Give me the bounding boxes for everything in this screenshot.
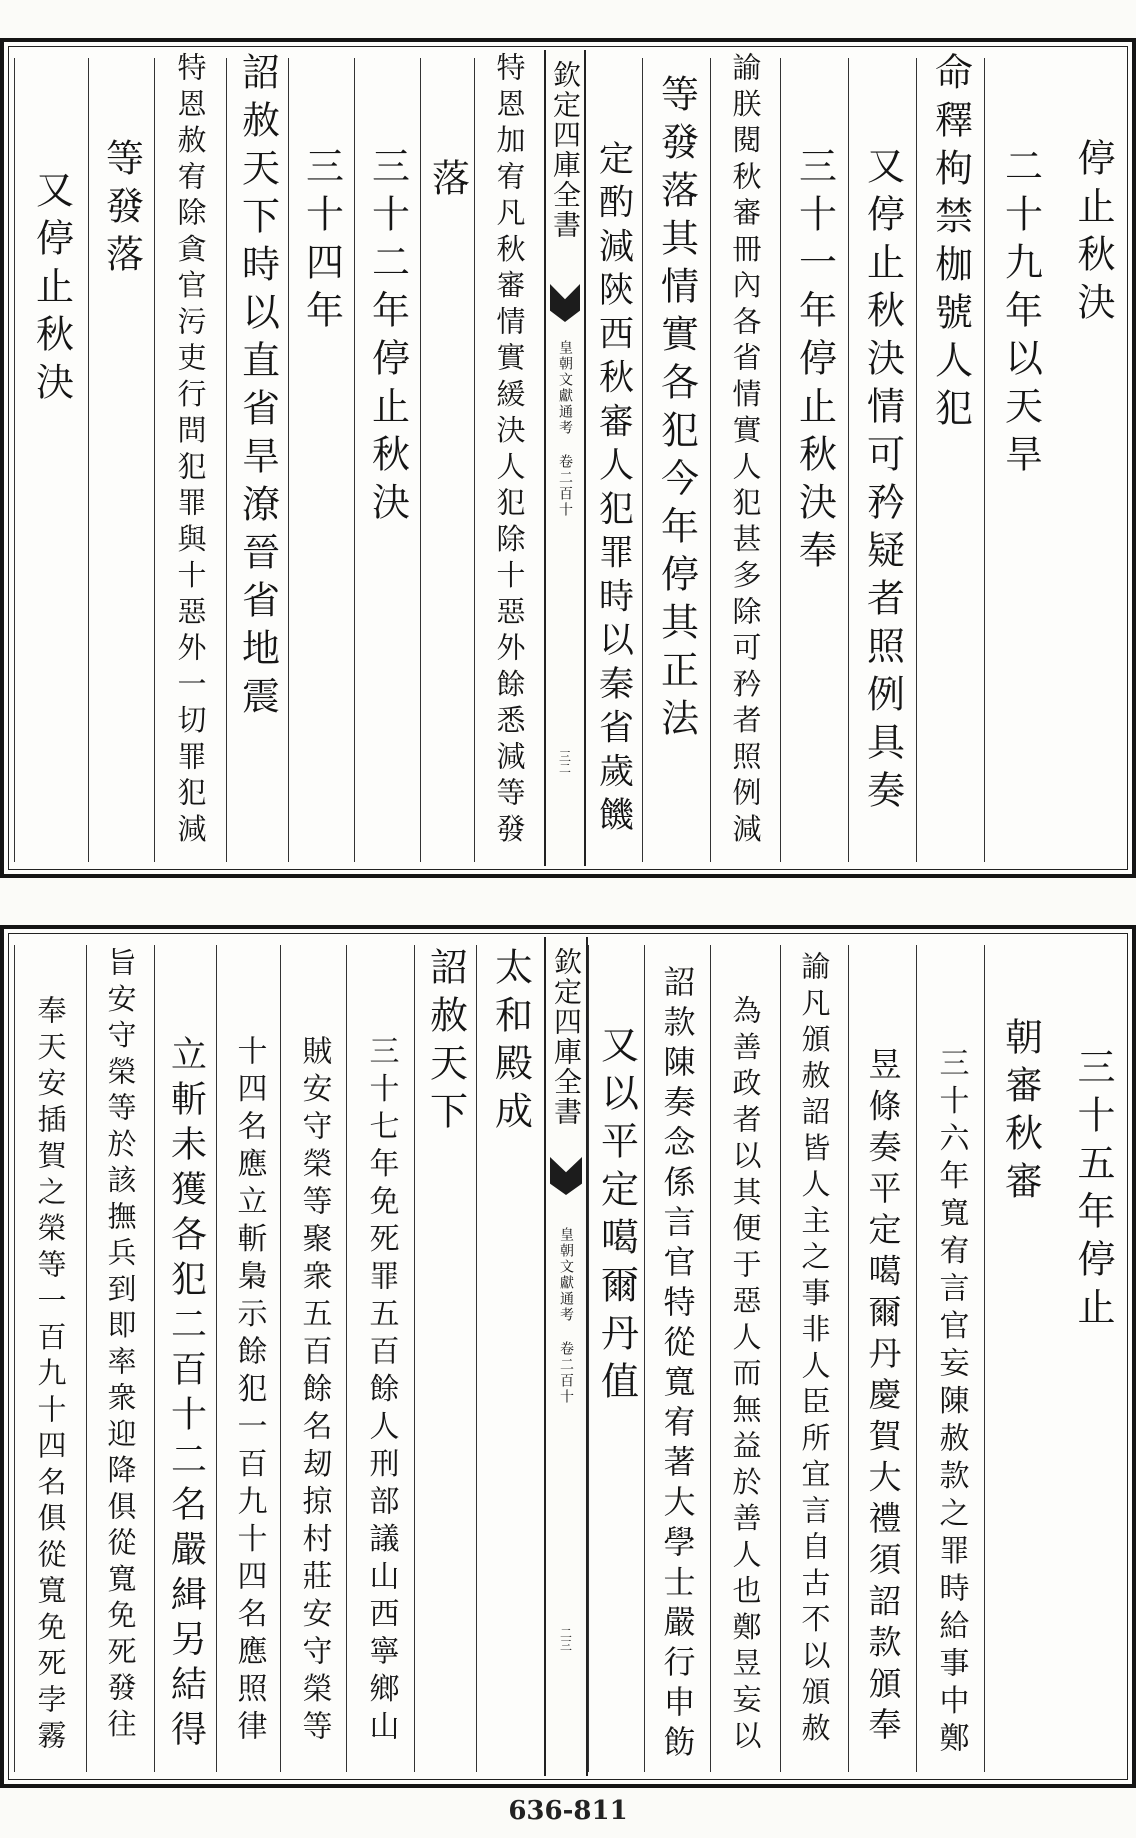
center-fold-column	[544, 937, 588, 1776]
column-text: 又停止秋決	[29, 170, 74, 410]
column-text: 等發落其情實各犯今年停其正法	[654, 74, 699, 746]
column-text: 為善政者以其便于惡人而無益於善人也鄭昱妄以	[728, 995, 763, 1757]
column-text: 立斬未獲各犯二百十二名嚴緝另結得	[165, 1035, 207, 1755]
column-text: 又停止秋決情可矜疑者照例具奏	[860, 146, 905, 818]
text-column	[86, 945, 154, 1772]
fishtail-mark	[550, 1157, 582, 1195]
column-text: 又以平定噶爾丹值	[594, 1025, 639, 1409]
text-column	[984, 58, 1056, 862]
page-reference: 636-811	[508, 1796, 628, 1826]
volume-info: 皇朝文獻通考 卷二百十	[557, 340, 573, 518]
center-fold-column	[544, 50, 586, 866]
text-column	[280, 945, 346, 1772]
text-column	[644, 945, 710, 1772]
column-text: 詔赦天下	[423, 947, 468, 1139]
text-column	[476, 945, 544, 1772]
column-text: 賊安守榮等聚衆五百餘名刼掠村莊安守榮等	[296, 1035, 332, 1748]
folio-number: 二三	[558, 1627, 573, 1651]
column-text: 諭朕閱秋審冊內各省情實人犯甚多除可矜者照例減	[728, 52, 763, 850]
top-page	[0, 38, 1136, 878]
text-column	[346, 945, 414, 1772]
column-text: 特恩赦宥除貪官污吏行問犯罪與十惡外一切罪犯減	[173, 52, 208, 850]
text-column	[154, 52, 226, 862]
text-column	[14, 58, 88, 862]
text-column	[154, 945, 216, 1772]
text-column	[780, 945, 848, 1772]
column-text: 三十一年停止秋決奉	[792, 146, 837, 578]
column-text: 停止秋決	[1071, 138, 1115, 330]
text-column	[226, 52, 288, 862]
text-column	[916, 52, 984, 862]
text-column	[710, 945, 780, 1772]
column-text: 太和殿成	[488, 947, 533, 1139]
column-text: 詔赦天下時以直省旱潦晉省地震	[235, 52, 280, 724]
bottom-page	[0, 925, 1136, 1788]
text-column	[216, 945, 280, 1772]
volume-info: 皇朝文獻通考 卷二百十	[558, 1227, 574, 1405]
column-text: 十四名應立斬梟示餘犯一百九十四名應照律	[231, 1035, 267, 1748]
column-text: 等發落	[99, 138, 144, 282]
text-column	[710, 52, 780, 862]
text-column	[420, 58, 474, 862]
column-text: 朝審秋審	[998, 1017, 1043, 1209]
column-text: 旨安守榮等於該撫兵到即率衆迎降俱從寬免死發往	[103, 947, 138, 1745]
column-text: 諭凡頒赦詔皆人主之事非人臣所宜言自古不以頒赦	[797, 951, 832, 1749]
text-column	[588, 945, 644, 1772]
column-text: 奉天安插賀之榮等一百九十四名俱從寬免死孛霧	[33, 995, 68, 1757]
column-text: 二十九年以天旱	[998, 146, 1043, 482]
text-column	[848, 945, 916, 1772]
text-column	[584, 58, 642, 862]
column-text: 三十六年寬宥言官妄陳赦款之罪時給事中鄭	[933, 1047, 969, 1760]
text-column	[1056, 58, 1130, 862]
book-title: 欽定四庫全書	[550, 947, 583, 1127]
text-column	[474, 52, 544, 862]
column-text: 昱條奏平定噶爾丹慶賀大禮須詔款頒奉	[863, 1047, 903, 1749]
column-text: 詔款陳奏念係言官特從寬宥著大學士嚴行申飭	[658, 965, 697, 1765]
column-text: 三十五年停止	[1071, 1047, 1115, 1335]
column-text: 命釋枸禁枷號人犯	[928, 52, 973, 436]
text-column	[414, 945, 476, 1772]
column-text: 定酌減陝西秋審人犯罪時以秦省歲饑	[593, 140, 634, 840]
text-column	[984, 945, 1056, 1772]
text-column	[88, 58, 154, 862]
column-text: 三十四年	[299, 146, 344, 338]
text-column	[288, 58, 354, 862]
folio-number: 三二	[557, 750, 572, 774]
column-text: 三十七年免死罪五百餘人刑部議山西寧鄉山	[363, 1035, 399, 1748]
text-column	[848, 58, 916, 862]
text-column	[14, 945, 86, 1772]
fishtail-mark	[550, 284, 580, 322]
text-column	[916, 945, 984, 1772]
column-text: 特恩加宥凡秋審情實緩決人犯除十惡外餘悉減等發	[492, 52, 527, 850]
text-column	[642, 58, 710, 862]
column-text: 落	[425, 158, 470, 206]
text-column	[354, 58, 420, 862]
column-text: 三十二年停止秋決	[365, 146, 410, 530]
text-column	[1056, 945, 1130, 1772]
text-column	[780, 58, 848, 862]
book-title: 欽定四庫全書	[549, 60, 582, 240]
